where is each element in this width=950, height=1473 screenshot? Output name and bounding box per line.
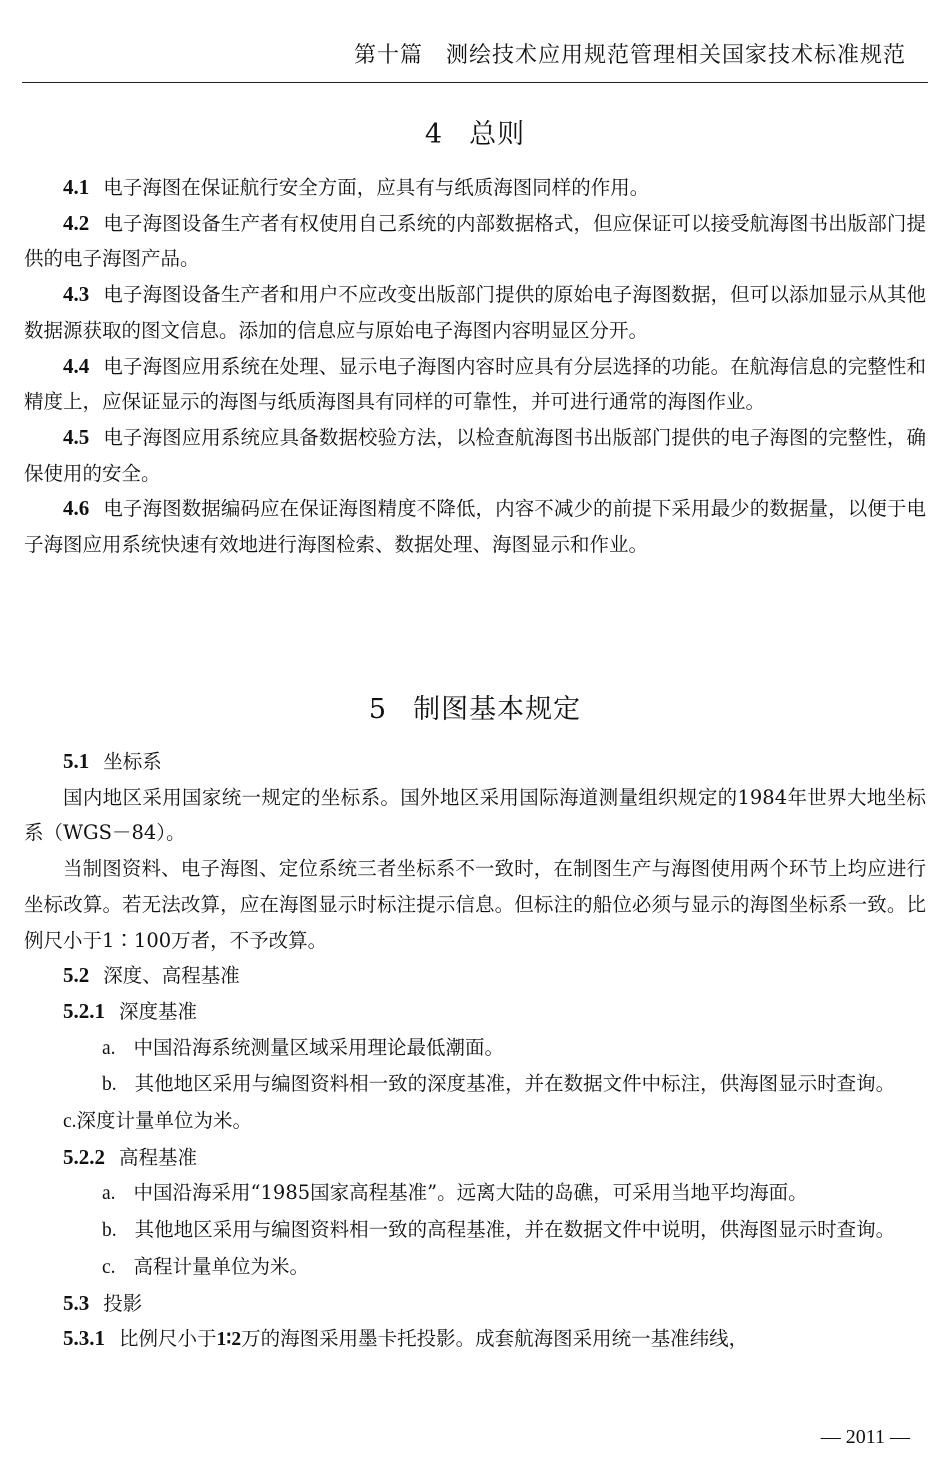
clause-number: 4.2 — [63, 210, 90, 235]
clause-5-3-1 — [24, 1321, 926, 1358]
list-item — [24, 1030, 926, 1067]
paragraph: 当制图资料、电子海图、定位系统三者坐标系不一致时，在制图生产与海图使用两个环节上均应进行坐标改算。若无法改算，应在海图显示时标注提示信息。但标注的船位必须与显示的海图坐标系一致。比例尺小于1∶100万者，不予改算。 — [24, 857, 926, 952]
subsection-title: 深度基准 — [119, 999, 198, 1023]
section-number: 4 — [424, 119, 444, 150]
section-4-heading — [0, 112, 950, 151]
section-title: 总则 — [469, 119, 526, 150]
clause-text: 电子海图数据编码应在保证海图精度不降低，内容不减少的前提下采用最少的数据量，以便于电子海图应用系统快速有效地进行海图检索、数据处理、海图显示和作业。 — [24, 497, 926, 557]
subsection-5-1-heading — [24, 744, 926, 780]
clause-text: 电子海图设备生产者有权使用自己系统的内部数据格式，但应保证可以接受航海图书出版部门提供的电子海图产品。 — [24, 211, 926, 271]
section-5-heading — [0, 687, 950, 726]
list-item — [24, 1212, 926, 1249]
clause-text: 电子海图应用系统在处理、显示电子海图内容时应具有分层选择的功能。在航海信息的完整性和精度上，应保证显示的海图与纸质海图具有同样的可靠性，并可进行通常的海图作业。 — [24, 354, 926, 414]
list-item — [24, 1103, 926, 1140]
paragraph: 国内地区采用国家统一规定的坐标系。国外地区采用国际海道测量组织规定的1984年世界大地坐标系（WGS－84）。 — [24, 785, 926, 845]
subsection-title: 投影 — [103, 1291, 143, 1315]
clause-text: 电子海图在保证航行安全方面，应具有与纸质海图同样的作用。 — [103, 176, 650, 199]
list-text: 其他地区采用与编图资料相一致的高程基准，并在数据文件中说明，供海图显示时查询。 — [134, 1218, 896, 1242]
subsection-5-3-heading — [24, 1286, 926, 1322]
clause-text: 电子海图应用系统应具备数据校验方法，以检查航海图书出版部门提供的电子海图的完整性，确保使用的安全。 — [24, 425, 926, 485]
clause-number: 4.5 — [63, 424, 90, 449]
subsection-number: 5.3.1 — [63, 1326, 105, 1351]
clause-4-1 — [24, 170, 926, 206]
list-item — [24, 1249, 926, 1286]
page-number: — 2011 — — [820, 1426, 910, 1448]
subsection-title: 高程基准 — [119, 1145, 198, 1169]
subsection-5-2-2-heading — [24, 1140, 926, 1176]
list-text: 高程计量单位为米。 — [133, 1254, 310, 1278]
clause-text-post: 万的海图采用墨卡托投影。成套航海图采用统一基准纬线， — [241, 1327, 749, 1351]
clause-number: 4.3 — [63, 282, 90, 307]
clause-4-4 — [24, 349, 926, 420]
clause-number: 4.6 — [63, 496, 90, 521]
clause-text: 电子海图设备生产者和用户不应改变出版部门提供的原始电子海图数据，但可以添加显示从其他数据源获取的图文信息。添加的信息应与原始电子海图内容明显区分开。 — [24, 283, 926, 342]
clause-4-6 — [24, 491, 926, 562]
list-marker: b. — [102, 1074, 117, 1096]
subsection-number: 5.1 — [63, 749, 90, 773]
subsection-title: 坐标系 — [103, 750, 162, 773]
list-item — [24, 1175, 926, 1212]
clause-number: 4.1 — [63, 175, 90, 199]
clause-4-5 — [24, 420, 926, 491]
list-text: 中国沿海系统测量区域采用理论最低潮面。 — [133, 1035, 505, 1059]
list-marker: a. — [102, 1037, 116, 1059]
subsection-title: 深度、高程基准 — [103, 964, 240, 988]
subsection-5-2-1-heading — [24, 994, 926, 1030]
list-text: 深度计量单位为米。 — [76, 1109, 253, 1133]
list-marker: a. — [102, 1183, 116, 1205]
clause-4-3 — [24, 277, 926, 348]
subsection-number: 5.2 — [63, 963, 90, 988]
subsection-number: 5.2.1 — [63, 998, 105, 1023]
running-header — [22, 38, 928, 83]
subsection-number: 5.2.2 — [63, 1144, 105, 1169]
clause-text-pre: 比例尺小于 — [119, 1327, 217, 1351]
header-title: 第十篇 测绘技术应用规范管理相关国家技术标准规范 — [353, 43, 906, 68]
section-4-body — [24, 170, 926, 563]
clause-4-2 — [24, 206, 926, 277]
list-text: 中国沿海采用“1985国家高程基准”。远离大陆的岛礁，可采用当地平均海面。 — [133, 1181, 808, 1205]
section-title: 制图基本规定 — [413, 694, 582, 725]
section-5-body — [24, 744, 926, 1358]
list-marker: c. — [63, 1111, 77, 1133]
list-marker: b. — [102, 1220, 117, 1242]
list-item — [24, 1066, 926, 1103]
subsection-5-2-heading — [24, 958, 926, 994]
subsection-number: 5.3 — [63, 1290, 90, 1315]
list-marker: c. — [102, 1256, 116, 1278]
clause-number: 4.4 — [63, 353, 90, 378]
section-number: 5 — [368, 694, 388, 725]
list-text: 其他地区采用与编图资料相一致的深度基准，并在数据文件中标注，供海图显示时查询。 — [134, 1072, 896, 1096]
scale-value: 1∶2 — [216, 1329, 242, 1351]
